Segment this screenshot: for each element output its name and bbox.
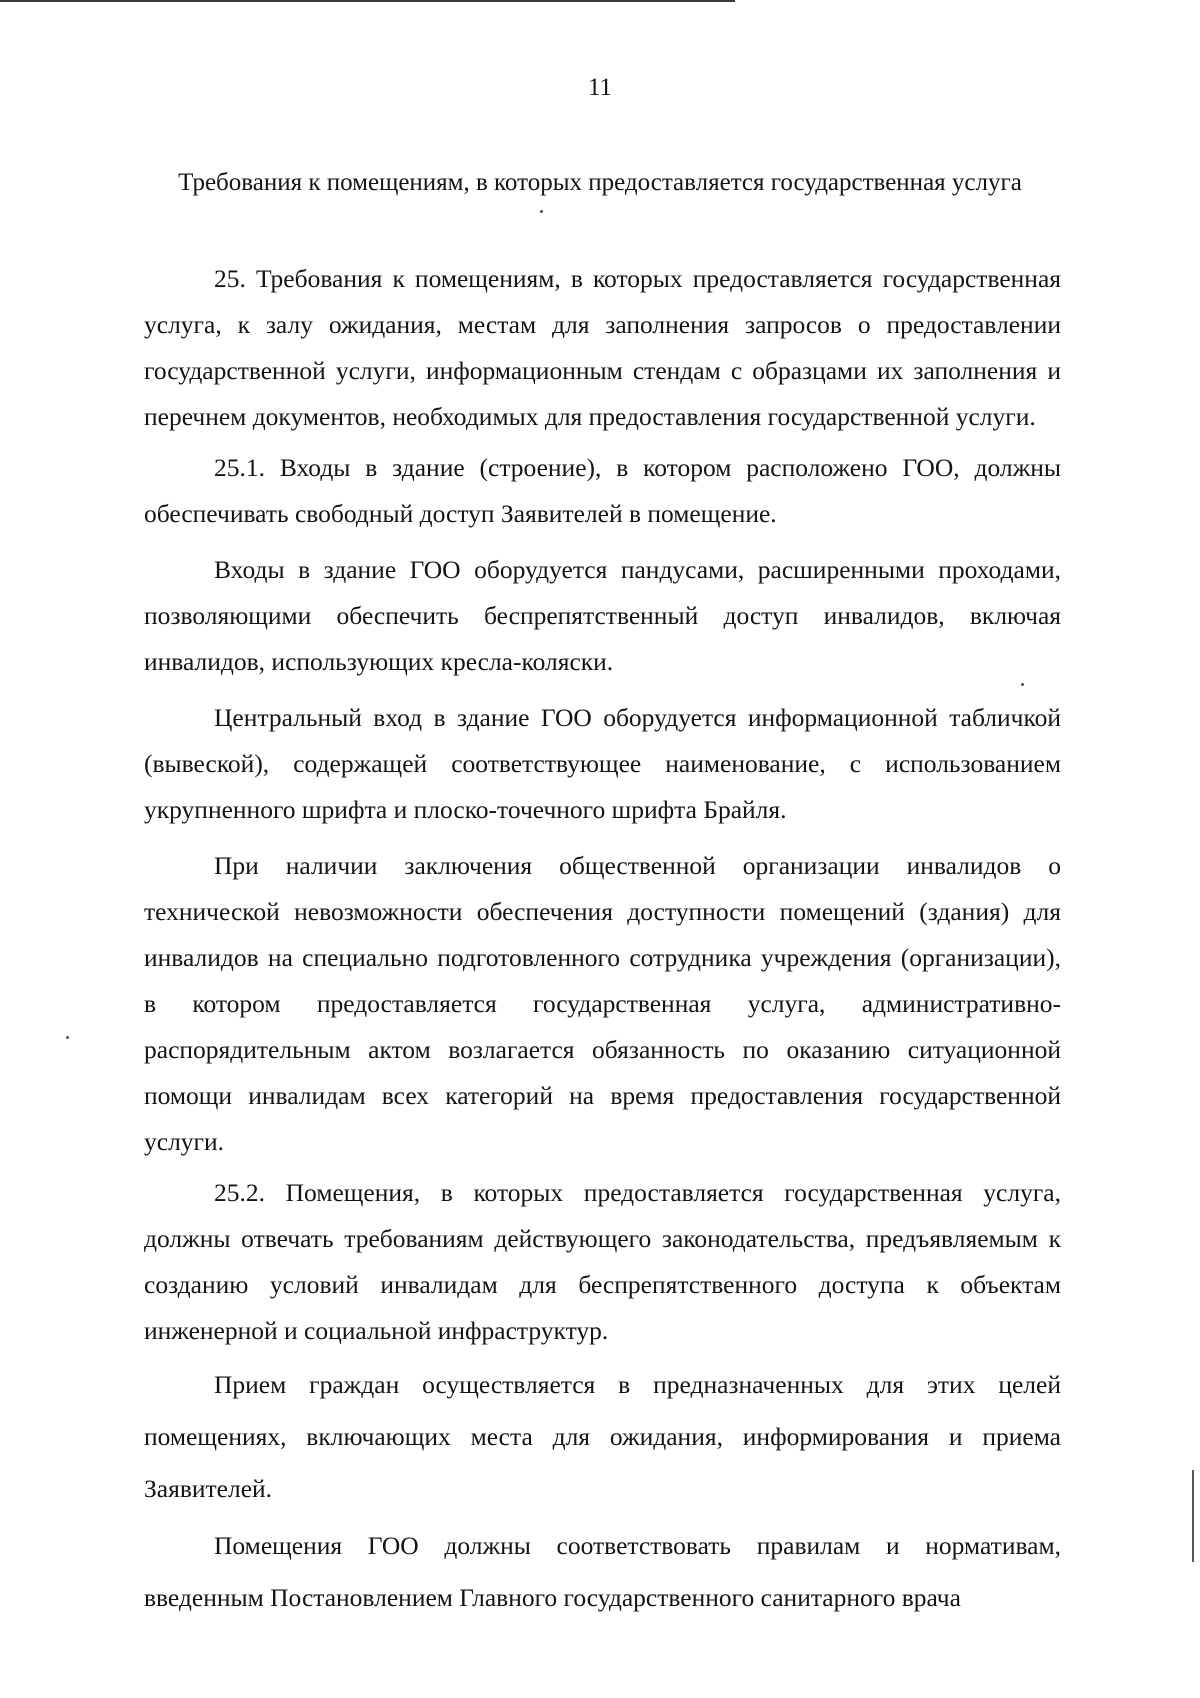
paragraph-reception: Прием граждан осуществляется в предназначенных для этих целей помещениях, включающих места для ожидания, информирования и приема Заявителей. bbox=[144, 1370, 1061, 1503]
paragraph-sanitary-rules: Помещения ГОО должны соответствовать правилам и нормативам, введенным Постановлением Главного государственного санитарного врача bbox=[144, 1531, 1061, 1612]
paragraph-disability-assistance: При наличии заключения общественной организации инвалидов о технической невозможности обеспечения доступности помещений (здания) для инвалидов на специально подготовленного сотрудника учреждения (организации), в котором предоставляется государственная услуга, административно-распорядительным актом возлагается обязанность по оказанию ситуационной помощи инвалидам всех категорий на время предоставления государственной услуги. bbox=[144, 851, 1061, 1156]
document-body bbox=[144, 256, 1061, 1624]
page-number: 11 bbox=[587, 74, 613, 101]
paragraph-25-2: 25.2. Помещения, в которых предоставляется государственная услуга, должны отвечать требованиям действующего законодательства, предъявляемым к созданию условий инвалидам для беспрепятственного доступа к объектам инженерной и социальной инфраструктур. bbox=[144, 1178, 1061, 1345]
paragraph-25: 25. Требования к помещениям, в которых предоставляется государственная услуга, к залу ожидания, местам для заполнения запросов о предоставлении государственной услуги, информационным стендам с образцами их заполнения и перечнем документов, необходимых для предоставления государственной услуги. bbox=[144, 264, 1061, 431]
paragraph-central-entrance: Центральный вход в здание ГОО оборудуется информационной табличкой (вывеской), содержащей соответствующее наименование, с использованием укрупненного шрифта и плоско-точечного шрифта Брайля. bbox=[144, 703, 1061, 824]
paragraph-25-1: 25.1. Входы в здание (строение), в котором расположено ГОО, должны обеспечивать свободный доступ Заявителей в помещение. bbox=[144, 453, 1061, 528]
scan-speck bbox=[66, 1036, 69, 1039]
scan-speck bbox=[540, 210, 543, 213]
scan-border-right bbox=[1192, 1470, 1194, 1562]
scan-border-top bbox=[0, 0, 735, 2]
section-title: Требования к помещениям, в которых предоставляется государственная услуга bbox=[178, 169, 1022, 196]
paragraph-entrances: Входы в здание ГОО оборудуется пандусами, расширенными проходами, позволяющими обеспечить беспрепятственный доступ инвалидов, включая инвалидов, использующих кресла-коляски. bbox=[144, 555, 1061, 676]
